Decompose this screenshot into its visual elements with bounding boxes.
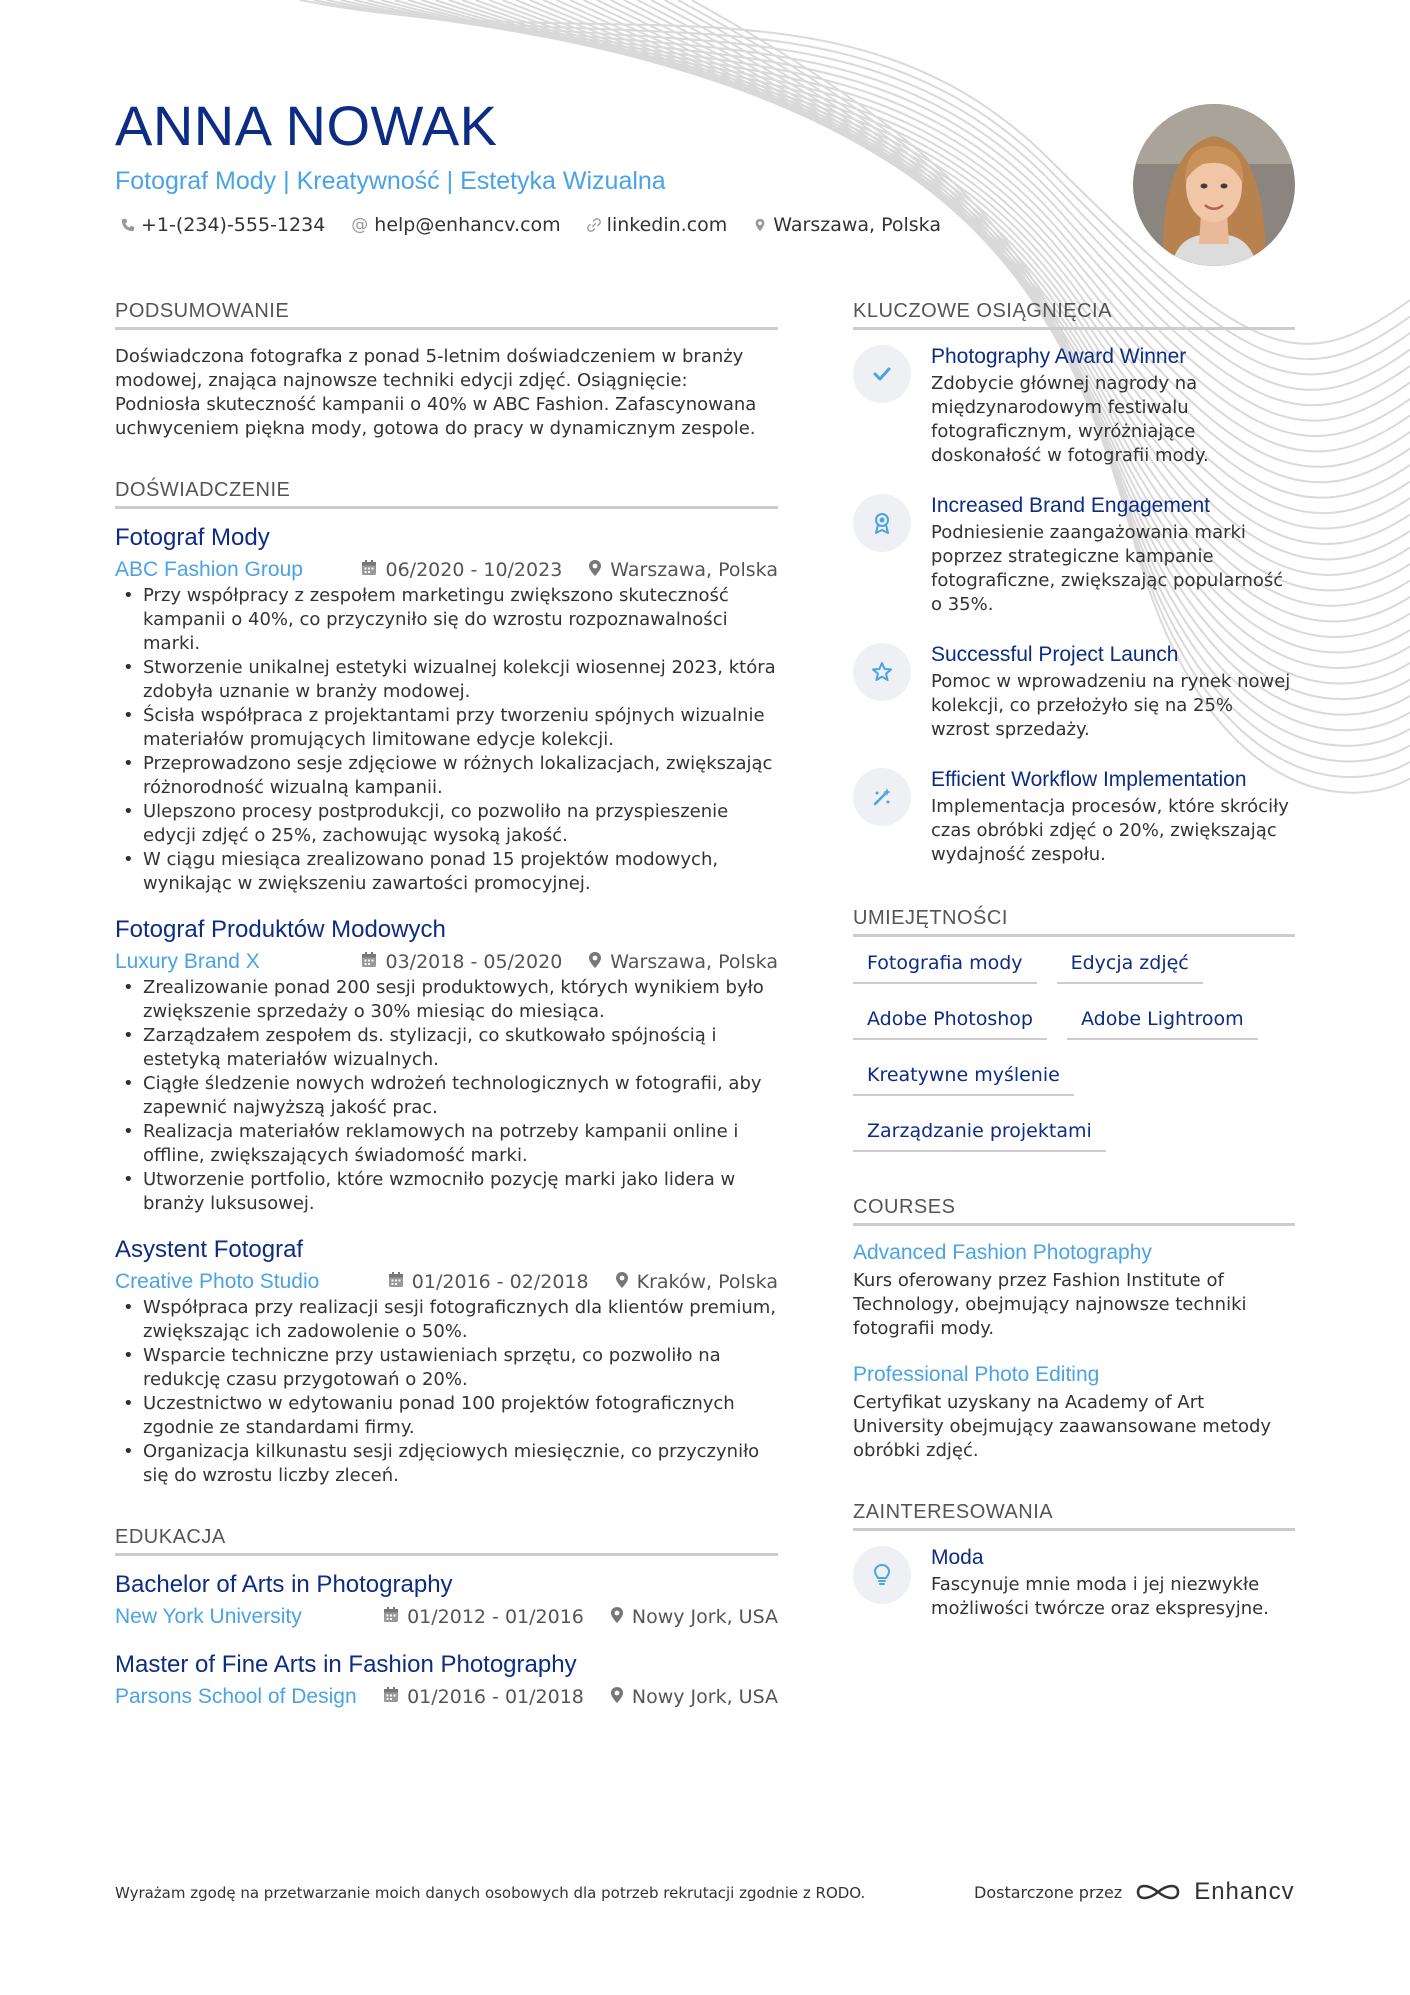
- location-pin-icon: [610, 1686, 624, 1709]
- skill-tag: Adobe Photoshop: [853, 1008, 1047, 1040]
- right-column: [853, 300, 1295, 1647]
- job-bullet: • Ulepszono procesy postprodukcji, co pozwoliło na przyspieszenie edycji zdjęć o 25%, zachowując wysoką jakość.: [143, 800, 778, 848]
- achievement-desc: Zdobycie głównej nagrody na międzynarodowym festiwalu fotograficznym, wyróżniające doskonałość w fotografii mody.: [931, 373, 1209, 466]
- job-meta: [115, 558, 778, 582]
- job-bullets: [115, 1296, 778, 1488]
- job-bullet: • Ścisła współpraca z projektantami przy tworzeniu spójnych wizualnie materiałów promujących limitowane edycje kolekcji.: [143, 704, 778, 752]
- course-desc: Certyfikat uzyskany na Academy of Art University obejmujący zaawansowane metody obróbki zdjęć.: [853, 1392, 1272, 1461]
- job-meta: [115, 950, 778, 974]
- powered-by[interactable]: [974, 1878, 1295, 1906]
- achievement-desc: Implementacja procesów, które skróciły czas obróbki zdjęć o 20%, zwiększając wydajność zespołu.: [931, 796, 1289, 865]
- job-title: Asystent Fotograf: [115, 1236, 304, 1263]
- job-company: ABC Fashion Group: [115, 558, 303, 581]
- achievement-desc: Podniesienie zaangażowania marki poprzez strategiczne kampanie fotograficzne, zwiększając popularność o 35%.: [931, 522, 1284, 615]
- education-location: [610, 1686, 778, 1709]
- job-location: [615, 1271, 778, 1294]
- job-entry: [115, 1236, 778, 1488]
- powered-by-label: Dostarczone przez: [974, 1882, 1123, 1902]
- interests-section: [853, 1501, 1295, 1621]
- job-bullet: • Stworzenie unikalnej estetyki wizualnej kolekcji wiosennej 2023, która zdobyła uznanie w branży modowej.: [143, 656, 778, 704]
- job-dates-text: 01/2016 - 02/2018: [411, 1271, 589, 1293]
- job-location: [588, 559, 778, 582]
- courses-heading: COURSES: [853, 1196, 1295, 1226]
- achievement-title: Increased Brand Engagement: [931, 494, 1211, 517]
- job-dates: [361, 559, 562, 581]
- courses-section: [853, 1196, 1295, 1463]
- job-bullet: • Organizacja kilkunastu sesji zdjęciowych miesięcznie, co przyczyniło się do wzrostu liczby zleceń.: [143, 1440, 778, 1488]
- interest-desc: Fascynuje mnie moda i jej niezwykłe możliwości twórcze oraz ekspresyjne.: [931, 1574, 1269, 1619]
- education-location: [610, 1606, 778, 1629]
- job-dates-text: 06/2020 - 10/2023: [385, 559, 563, 581]
- education-location-text: Nowy Jork, USA: [631, 1606, 778, 1628]
- job-bullet: • Zarządzałem zespołem ds. stylizacji, co skutkowało spójnością i estetyką materiałów wizualnych.: [143, 1024, 778, 1072]
- experience-section: [115, 479, 778, 1488]
- job-meta: [115, 1270, 778, 1294]
- skill-tag: Adobe Lightroom: [1067, 1008, 1258, 1040]
- contact-location: [753, 214, 941, 236]
- interest-title: Moda: [931, 1546, 984, 1569]
- skill-tag: Fotografia mody: [853, 952, 1037, 984]
- lightbulb-icon: [853, 1546, 911, 1604]
- education-dates-text: 01/2016 - 01/2018: [407, 1686, 584, 1708]
- education-heading: EDUKACJA: [115, 1526, 778, 1556]
- contact-email-text: help@enhancv.com: [374, 214, 561, 236]
- at-icon: @: [351, 215, 369, 235]
- job-bullet: • Uczestnictwo w edytowaniu ponad 100 projektów fotograficznych zgodnie ze standardami firmy.: [143, 1392, 778, 1440]
- education-meta: [115, 1605, 778, 1629]
- course-title: Professional Photo Editing: [853, 1363, 1100, 1386]
- job-bullet: • Przy współpracy z zespołem marketingu zwiększono skuteczność kampanii o 40%, co przyczyniło się do wzrostu rozpoznawalności marki.: [143, 584, 778, 656]
- achievement-title: Efficient Workflow Implementation: [931, 768, 1247, 791]
- enhancv-brand: Enhancv: [1194, 1878, 1295, 1905]
- magic-wand-icon: [853, 768, 911, 826]
- location-pin-icon: [610, 1606, 624, 1629]
- skills-heading: UMIEJĘTNOŚCI: [853, 907, 1295, 937]
- job-dates: [388, 1271, 589, 1293]
- education-dates-text: 01/2012 - 01/2016: [407, 1606, 584, 1628]
- education-section: [115, 1526, 778, 1709]
- achievement-title: Photography Award Winner: [931, 345, 1187, 368]
- interests-heading: ZAINTERESOWANIA: [853, 1501, 1295, 1531]
- achievement-item: [853, 643, 1295, 742]
- job-dates: [361, 951, 562, 973]
- calendar-icon: [383, 1686, 399, 1708]
- job-bullet: • Współpraca przy realizacji sesji fotograficznych dla klientów premium, zwiększając ich zadowolenie o 50%.: [143, 1296, 778, 1344]
- job-bullet: • Zrealizowanie ponad 200 sesji produktowych, których wynikiem było zwiększenie sprzedaży o 30% miesiąc do miesiąca.: [143, 976, 778, 1024]
- achievement-item: [853, 345, 1295, 468]
- job-location-text: Warszawa, Polska: [610, 559, 778, 581]
- job-bullet: • Wsparcie techniczne przy ustawieniach sprzętu, co pozwoliło na redukcję czasu przygotowań o 20%.: [143, 1344, 778, 1392]
- skill-tag: Kreatywne myślenie: [853, 1064, 1074, 1096]
- education-degree: Bachelor of Arts in Photography: [115, 1571, 453, 1598]
- skills-list: [853, 952, 1295, 1152]
- summary-section: [115, 300, 778, 441]
- contact-bar: [121, 214, 941, 236]
- summary-text: Doświadczona fotografka z ponad 5-letnim doświadczeniem w branży modowej, znająca najnowsze techniki edycji zdjęć. Osiągnięcie: Podniosła skuteczność kampanii o 40% w ABC Fashion. Zafascynowana uchwyceniem piękna mody, gotowa do pracy w dynamicznym zespole.: [115, 346, 757, 439]
- job-bullets: [115, 976, 778, 1216]
- contact-location-text: Warszawa, Polska: [773, 214, 941, 236]
- job-location: [588, 951, 778, 974]
- calendar-icon: [388, 1271, 404, 1293]
- job-entry: [115, 524, 778, 896]
- summary-heading: PODSUMOWANIE: [115, 300, 778, 330]
- job-title: Fotograf Mody: [115, 524, 270, 551]
- job-entry: [115, 916, 778, 1216]
- job-title: Fotograf Produktów Modowych: [115, 916, 446, 943]
- contact-email[interactable]: [351, 214, 560, 236]
- education-dates: [383, 1686, 584, 1708]
- achievement-title: Successful Project Launch: [931, 643, 1179, 666]
- course-item: [853, 1241, 1295, 1341]
- award-ribbon-icon: [853, 494, 911, 552]
- job-bullet: • W ciągu miesiąca zrealizowano ponad 15 projektów modowych, wynikając w zwiększeniu zawartości promocyjnej.: [143, 848, 778, 896]
- candidate-tagline: Fotograf Mody | Kreatywność | Estetyka Wizualna: [115, 167, 666, 195]
- left-column: [115, 300, 778, 1729]
- calendar-icon: [361, 559, 377, 581]
- phone-icon: [121, 217, 135, 233]
- course-title: Advanced Fashion Photography: [853, 1241, 1152, 1264]
- achievement-desc: Pomoc w wprowadzeniu na rynek nowej kolekcji, co przełożyło się na 25% wzrost sprzedaży.: [931, 671, 1291, 740]
- gdpr-consent-text: Wyrażam zgodę na przetwarzanie moich danych osobowych dla potrzeb rekrutacji zgodnie z RODO.: [115, 1884, 866, 1902]
- job-company: Luxury Brand X: [115, 950, 260, 973]
- calendar-icon: [361, 951, 377, 973]
- achievement-item: [853, 494, 1295, 617]
- contact-phone[interactable]: [121, 214, 325, 236]
- education-meta: [115, 1685, 778, 1709]
- education-entry: [115, 1571, 778, 1629]
- education-dates: [383, 1606, 584, 1628]
- course-item: [853, 1363, 1295, 1463]
- skill-tag: Zarządzanie projektami: [853, 1120, 1106, 1152]
- skills-section: [853, 907, 1295, 1152]
- job-bullet: • Ciągłe śledzenie nowych wdrożeń technologicznych w fotografii, aby zapewnić najwyższą jakość prac.: [143, 1072, 778, 1120]
- education-school: New York University: [115, 1605, 302, 1628]
- education-school: Parsons School of Design: [115, 1685, 357, 1708]
- contact-linkedin-text: linkedin.com: [606, 214, 728, 236]
- location-pin-icon: [753, 217, 767, 233]
- link-icon: [587, 217, 601, 233]
- job-bullets: [115, 584, 778, 896]
- achievements-section: [853, 300, 1295, 867]
- profile-photo: [1133, 104, 1295, 266]
- education-location-text: Nowy Jork, USA: [631, 1686, 778, 1708]
- job-dates-text: 03/2018 - 05/2020: [385, 951, 563, 973]
- star-icon: [853, 643, 911, 701]
- contact-phone-text: +1-(234)-555-1234: [141, 214, 326, 236]
- education-entry: [115, 1651, 778, 1709]
- location-pin-icon: [588, 559, 602, 582]
- location-pin-icon: [588, 951, 602, 974]
- job-bullet: • Realizacja materiałów reklamowych na potrzeby kampanii online i offline, zwiększających świadomość marki.: [143, 1120, 778, 1168]
- job-bullet: • Przeprowadzono sesje zdjęciowe w różnych lokalizacjach, zwiększając różnorodność wizualną kampanii.: [143, 752, 778, 800]
- job-location-text: Warszawa, Polska: [610, 951, 778, 973]
- interest-item: [853, 1546, 1295, 1621]
- job-bullet: • Utworzenie portfolio, które wzmocniło pozycję marki jako lidera w branży luksusowej.: [143, 1168, 778, 1216]
- job-location-text: Kraków, Polska: [636, 1271, 778, 1293]
- achievements-heading: KLUCZOWE OSIĄGNIĘCIA: [853, 300, 1295, 330]
- education-degree: Master of Fine Arts in Fashion Photography: [115, 1651, 577, 1678]
- experience-heading: DOŚWIADCZENIE: [115, 479, 778, 509]
- calendar-icon: [383, 1606, 399, 1628]
- course-desc: Kurs oferowany przez Fashion Institute of Technology, obejmujący najnowsze techniki fotografii mody.: [853, 1270, 1247, 1339]
- job-company: Creative Photo Studio: [115, 1270, 320, 1293]
- location-pin-icon: [615, 1271, 629, 1294]
- skill-tag: Edycja zdjęć: [1057, 952, 1203, 984]
- checkmark-icon: [853, 345, 911, 403]
- achievement-item: [853, 768, 1295, 867]
- enhancv-logo-icon: [1134, 1879, 1182, 1905]
- contact-linkedin[interactable]: [587, 214, 728, 236]
- candidate-name: ANNA NOWAK: [115, 94, 498, 157]
